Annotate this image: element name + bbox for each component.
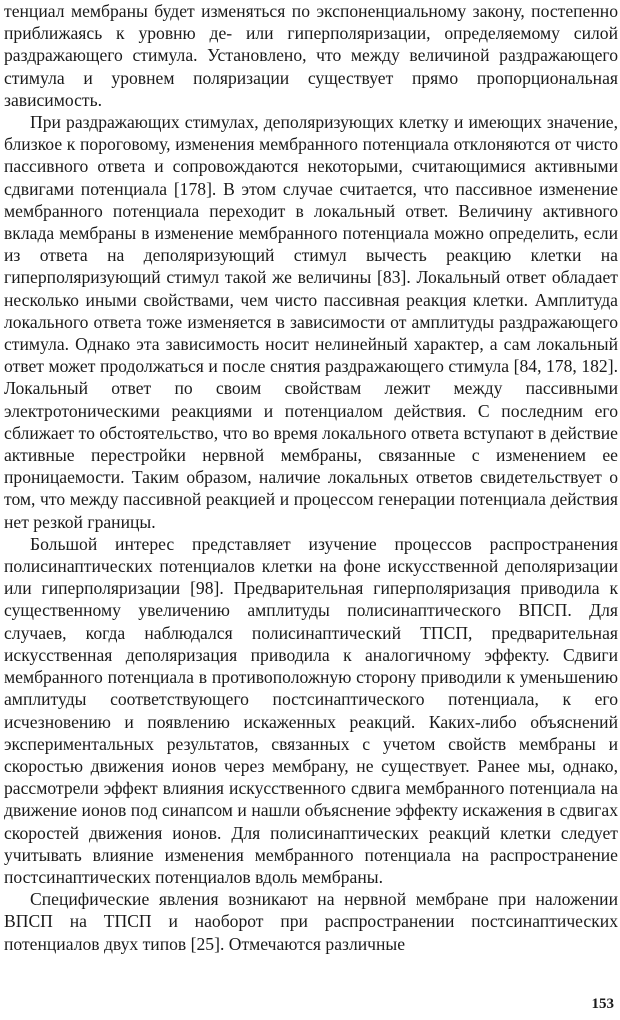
- book-page: [4, 0, 618, 1020]
- body-text: [4, 0, 618, 955]
- paragraph-local-response: При раздражающих стимулах, деполяризующих клетку и имеющих значение, близкое к пороговому, изменения мембранного потенциала отклоняются от чисто пассивного ответа и сопровождаются некоторыми, считающимися активными сдвигами потенциала [178]. В этом случае считается, что пассивное изменение мембранного потенциала переходит в локальный ответ. Величину активного вклада мембраны в изменение мембранного потенциала можно определить, если из ответа на деполяризующий стимул вычесть реакцию клетки на гиперполяризующий стимул такой же величины [83]. Локальный ответ обладает несколько иными свойствами, чем чисто пассивная реакция клетки. Амплитуда локального ответа тоже изменяется в зависимости от амплитуды раздражающего стимула. Однако эта зависимость носит нелинейный характер, а сам локальный ответ может продолжаться и после снятия раздражающего стимула [84, 178, 182]. Локальный ответ по своим свойствам лежит между пассивными электротоническими реакциями и потенциалом действия. С последним его сближает то обстоятельство, что во время локального ответа вступают в действие активные перестройки нервной мембраны, связанные с изменением ее проницаемости. Таким образом, наличие локальных ответов свидетельствует о том, что между пассивной реакцией и процессом генерации потенциала действия нет резкой границы.: [4, 112, 618, 532]
- paragraph-continuation: тенциал мембраны будет изменяться по экспоненциальному закону, постепенно приближаясь к уровню де- или гиперполяризации, определяемому силой раздражающего стимула. Установлено, что между величиной раздражающего стимула и уровнем поляризации существует прямо пропорциональная зависимость.: [4, 1, 618, 110]
- paragraph-polysynaptic: Большой интерес представляет изучение процессов распространения полисинаптических потенциалов клетки на фоне искусственной деполяризации или гиперполяризации [98]. Предварительная гиперполяризация приводила к существенному увеличению амплитуды полисинаптического ВПСП. Для случаев, когда наблюдался полисинаптический ТПСП, предварительная искусственная деполяризация приводила к аналогичному эффекту. Сдвиги мембранного потенциала в противоположную сторону приводили к уменьшению амплитуды соответствующего постсинаптического потенциала, к его исчезновению и появлению искаженных реакций. Каких-либо объяснений экспериментальных результатов, связанных с учетом свойств мембраны и скоростью движения ионов через мембрану, не существует. Ранее мы, однако, рассмотрели эффект влияния искусственного сдвига мембранного потенциала на движение ионов под синапсом и нашли объяснение эффекту искажения в сдвигах скоростей движения ионов. Для полисинаптических реакций клетки следует учитывать влияние изменения мембранного потенциала на распространение постсинаптических потенциалов вдоль мембраны.: [4, 533, 618, 887]
- page-number: 153: [591, 996, 614, 1012]
- paragraph-specific-phenomena: Специфические явления возникают на нервной мембране при наложении ВПСП на ТПСП и наоборот при распространении постсинаптических потенциалов двух типов [25]. Отмечаются различные: [4, 889, 618, 954]
